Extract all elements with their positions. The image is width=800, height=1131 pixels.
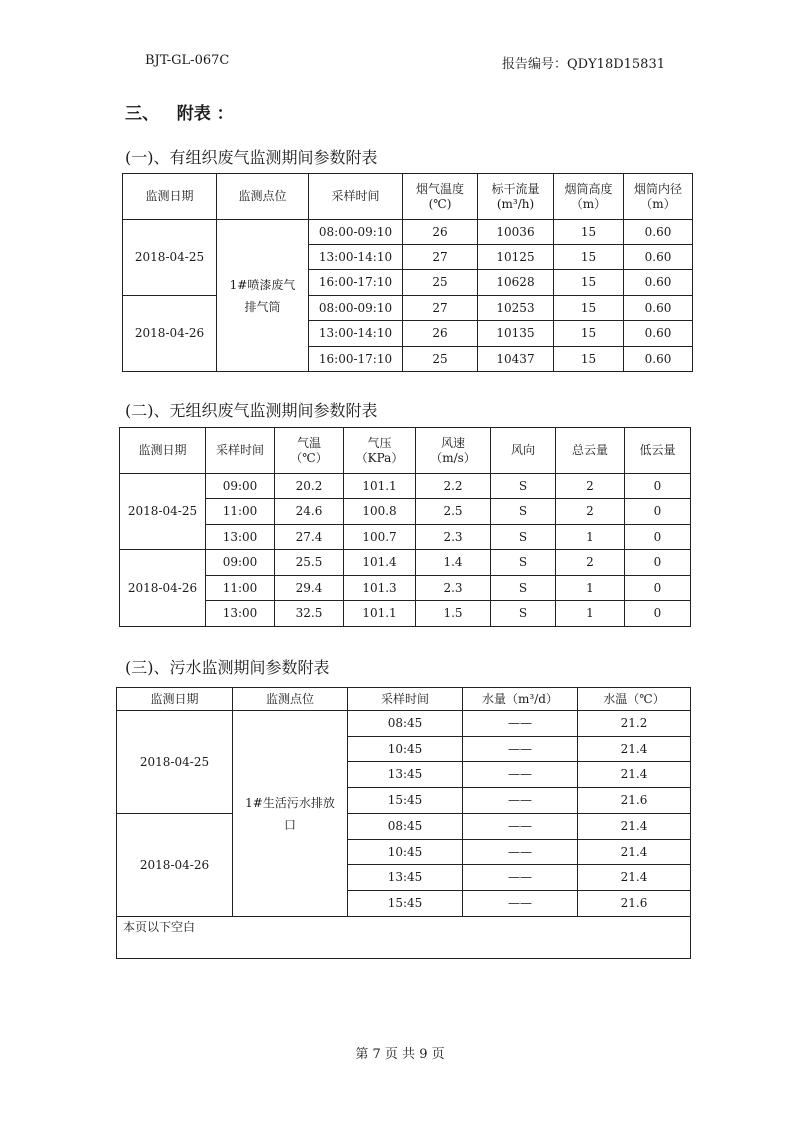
table-row xyxy=(120,550,691,576)
table-cell: 09:00 xyxy=(206,474,275,499)
table-cell: 21.2 xyxy=(578,711,691,737)
table-cell: 13:45 xyxy=(348,865,463,891)
table2-header-total-cloud: 总云量 xyxy=(556,428,625,474)
table-cell: 2.5 xyxy=(416,499,491,525)
table-cell: —— xyxy=(463,891,578,917)
table-row xyxy=(117,711,691,737)
table-cell: —— xyxy=(463,711,578,737)
table-cell: 0.60 xyxy=(624,270,693,296)
table-cell: 32.5 xyxy=(275,601,344,627)
table3-caption: (三)、污水监测期间参数附表 xyxy=(125,658,330,677)
blank-page-note: 本页以下空白 xyxy=(117,917,691,959)
table-cell: 20.2 xyxy=(275,474,344,499)
table-cell: 29.4 xyxy=(275,576,344,601)
table-cell: 13:00-14:10 xyxy=(309,245,403,270)
table-cell: 10135 xyxy=(478,321,554,347)
table-cell: S xyxy=(491,550,556,576)
table-cell: 10036 xyxy=(478,220,554,245)
table3-header-volume: 水量（m³/d） xyxy=(463,688,578,711)
table-cell: 21.4 xyxy=(578,762,691,788)
table2-header-pressure: 气压 （KPa） xyxy=(344,428,416,474)
table1-header-height: 烟筒高度 （m） xyxy=(554,174,624,220)
table2-header-date: 监测日期 xyxy=(120,428,206,474)
table-cell: 0 xyxy=(625,499,691,525)
table-cell: 101.1 xyxy=(344,601,416,627)
table-cell: 2.3 xyxy=(416,525,491,550)
table-cell: 0.60 xyxy=(624,296,693,321)
table1-header-diameter: 烟筒内径 （m） xyxy=(624,174,693,220)
table1 xyxy=(122,173,693,372)
table-cell: 15 xyxy=(554,347,624,372)
table-cell: 0.60 xyxy=(624,245,693,270)
table-cell: 27 xyxy=(403,296,478,321)
table-cell: 27 xyxy=(403,245,478,270)
table-cell: 25.5 xyxy=(275,550,344,576)
table1-caption: (一)、有组织废气监测期间参数附表 xyxy=(125,148,378,167)
table2-header-temp: 气温 （℃） xyxy=(275,428,344,474)
table-row xyxy=(120,576,691,601)
table-cell: 13:00 xyxy=(206,525,275,550)
table3-header-water-temp: 水温（℃） xyxy=(578,688,691,711)
table-cell: —— xyxy=(463,840,578,865)
table-cell: S xyxy=(491,474,556,499)
table-cell: 21.4 xyxy=(578,840,691,865)
table-cell: 1.4 xyxy=(416,550,491,576)
table-cell: 15 xyxy=(554,270,624,296)
table-cell: 0 xyxy=(625,550,691,576)
table-cell: 11:00 xyxy=(206,499,275,525)
table-cell: 15 xyxy=(554,245,624,270)
table-cell: 08:45 xyxy=(348,814,463,840)
table-cell: 0.60 xyxy=(624,347,693,372)
table-cell: 09:00 xyxy=(206,550,275,576)
table1-header-point: 监测点位 xyxy=(217,174,309,220)
table-cell: 13:45 xyxy=(348,762,463,788)
table-cell: —— xyxy=(463,737,578,762)
table-cell: 100.7 xyxy=(344,525,416,550)
table2-date-cell: 2018-04-25 xyxy=(120,474,206,550)
table-cell: 15:45 xyxy=(348,891,463,917)
table-cell: 101.1 xyxy=(344,474,416,499)
table-row xyxy=(123,296,693,321)
table-cell: 10253 xyxy=(478,296,554,321)
table-row xyxy=(123,220,693,245)
table-cell: 24.6 xyxy=(275,499,344,525)
table-cell: 1 xyxy=(556,601,625,627)
table-cell: S xyxy=(491,499,556,525)
table-row xyxy=(117,814,691,840)
table1-header-time: 采样时间 xyxy=(309,174,403,220)
table-cell: 10125 xyxy=(478,245,554,270)
table-cell: 15:45 xyxy=(348,788,463,814)
table-cell: 16:00-17:10 xyxy=(309,270,403,296)
table-cell: 10628 xyxy=(478,270,554,296)
table-cell: 0.60 xyxy=(624,220,693,245)
table-cell: 27.4 xyxy=(275,525,344,550)
table-cell: S xyxy=(491,576,556,601)
page-footer: 第 7 页 共 9 页 xyxy=(355,1047,445,1062)
table-cell: 15 xyxy=(554,220,624,245)
report-number: 报告编号：QDY18D15831 xyxy=(502,57,665,72)
table1-header-temp: 烟气温度 (℃) xyxy=(403,174,478,220)
table2-date-cell: 2018-04-26 xyxy=(120,550,206,627)
table3-date-cell: 2018-04-26 xyxy=(117,814,233,917)
table-cell: 1 xyxy=(556,576,625,601)
table-cell: 13:00 xyxy=(206,601,275,627)
table-cell: 21.6 xyxy=(578,788,691,814)
table-cell: 21.4 xyxy=(578,814,691,840)
table-cell: 08:00-09:10 xyxy=(309,220,403,245)
table-cell: 0 xyxy=(625,576,691,601)
table-cell: 0 xyxy=(625,601,691,627)
table3-header-date: 监测日期 xyxy=(117,688,233,711)
document-code: BJT-GL-067C xyxy=(145,53,230,68)
table2-header-low-cloud: 低云量 xyxy=(625,428,691,474)
table-cell: 2.2 xyxy=(416,474,491,499)
table3-header-point: 监测点位 xyxy=(233,688,348,711)
table-cell: 26 xyxy=(403,220,478,245)
section-title: 三、 附表 ： xyxy=(125,104,234,124)
table-cell: 1 xyxy=(556,525,625,550)
table-cell: —— xyxy=(463,865,578,891)
table-row xyxy=(120,499,691,525)
table2 xyxy=(119,427,691,627)
table-cell: 15 xyxy=(554,321,624,347)
table3 xyxy=(116,687,691,959)
table-cell: 101.3 xyxy=(344,576,416,601)
table1-header-date: 监测日期 xyxy=(123,174,217,220)
table-cell: 101.4 xyxy=(344,550,416,576)
table-cell: —— xyxy=(463,814,578,840)
table-cell: 0.60 xyxy=(624,321,693,347)
table-cell: 13:00-14:10 xyxy=(309,321,403,347)
table2-header-wind-speed: 风速 （m/s） xyxy=(416,428,491,474)
table-cell: 2 xyxy=(556,499,625,525)
table3-point-cell: 1#生活污水排放口 xyxy=(233,711,348,917)
table-cell: 11:00 xyxy=(206,576,275,601)
table-cell: 08:45 xyxy=(348,711,463,737)
table-row xyxy=(120,474,691,499)
table-cell: 10437 xyxy=(478,347,554,372)
table-cell: 2 xyxy=(556,474,625,499)
table-cell: 2 xyxy=(556,550,625,576)
table2-header-time: 采样时间 xyxy=(206,428,275,474)
table3-header-time: 采样时间 xyxy=(348,688,463,711)
table1-date-cell: 2018-04-26 xyxy=(123,296,217,372)
table2-header-wind-dir: 风向 xyxy=(491,428,556,474)
table-cell: 0 xyxy=(625,474,691,499)
table-cell: —— xyxy=(463,788,578,814)
table-cell: 25 xyxy=(403,347,478,372)
table-cell: S xyxy=(491,601,556,627)
table1-date-cell: 2018-04-25 xyxy=(123,220,217,296)
table-cell: 16:00-17:10 xyxy=(309,347,403,372)
table-cell: 0 xyxy=(625,525,691,550)
table2-caption: (二)、无组织废气监测期间参数附表 xyxy=(125,401,378,420)
table-cell: 08:00-09:10 xyxy=(309,296,403,321)
table-cell: S xyxy=(491,525,556,550)
table-cell: 10:45 xyxy=(348,737,463,762)
table-row xyxy=(120,601,691,627)
table-cell: 26 xyxy=(403,321,478,347)
table-cell: 10:45 xyxy=(348,840,463,865)
table3-date-cell: 2018-04-25 xyxy=(117,711,233,814)
table1-header-flow: 标干流量 (m³/h) xyxy=(478,174,554,220)
table-cell: 1.5 xyxy=(416,601,491,627)
table-cell: 25 xyxy=(403,270,478,296)
table-cell: 2.3 xyxy=(416,576,491,601)
table-cell: 100.8 xyxy=(344,499,416,525)
table-cell: 21.4 xyxy=(578,865,691,891)
table-row xyxy=(120,525,691,550)
table-cell: —— xyxy=(463,762,578,788)
table1-point-cell: 1#喷漆废气排气筒 xyxy=(217,220,309,372)
table-cell: 21.6 xyxy=(578,891,691,917)
table-cell: 15 xyxy=(554,296,624,321)
table-cell: 21.4 xyxy=(578,737,691,762)
